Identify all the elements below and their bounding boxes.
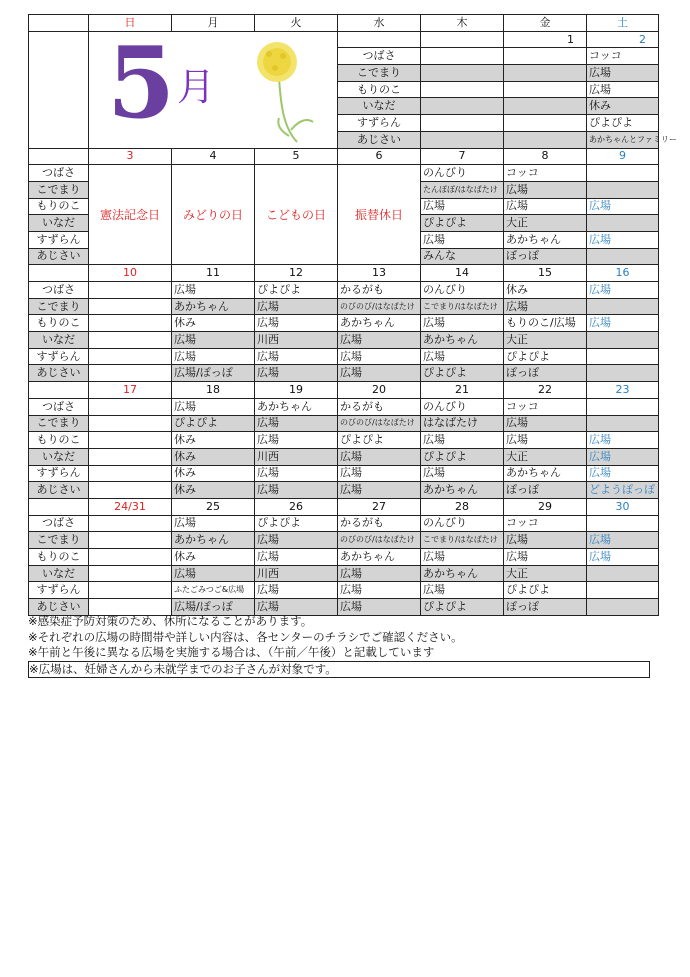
schedule-cell	[89, 515, 172, 532]
group-label: こでまり	[29, 181, 89, 198]
weekday-header: 金	[504, 15, 587, 32]
schedule-cell: あかちゃん	[338, 315, 421, 332]
schedule-cell: ぽっぽ	[504, 482, 587, 499]
group-row	[29, 348, 659, 365]
schedule-cell	[89, 332, 172, 349]
schedule-cell: かるがも	[338, 515, 421, 532]
schedule-cell	[587, 348, 659, 365]
schedule-cell	[587, 215, 659, 232]
group-label: つばさ	[29, 165, 89, 182]
schedule-cell: はなばたけ	[421, 415, 504, 432]
date-cell: 1	[504, 31, 587, 48]
schedule-cell	[504, 65, 587, 82]
schedule-cell	[504, 98, 587, 115]
schedule-cell	[587, 515, 659, 532]
corner-cell	[29, 15, 89, 32]
schedule-cell: ぽっぽ	[504, 599, 587, 616]
schedule-cell: ぴよぴよ	[338, 432, 421, 449]
date-row	[29, 265, 659, 282]
group-row	[29, 482, 659, 499]
schedule-cell	[587, 582, 659, 599]
date-cell: 11	[172, 265, 255, 282]
schedule-cell: 大正	[504, 215, 587, 232]
weekday-header: 日	[89, 15, 172, 32]
schedule-cell: 広場	[504, 298, 587, 315]
group-label: もりのこ	[29, 198, 89, 215]
schedule-cell: 広場	[338, 448, 421, 465]
date-cell: 27	[338, 498, 421, 515]
schedule-cell: 広場	[338, 565, 421, 582]
schedule-cell: 広場	[255, 465, 338, 482]
schedule-cell: 広場	[421, 315, 504, 332]
schedule-cell	[89, 599, 172, 616]
schedule-cell	[89, 549, 172, 566]
schedule-cell	[89, 365, 172, 382]
date-cell: 10	[89, 265, 172, 282]
schedule-cell: 広場	[587, 65, 659, 82]
schedule-cell	[587, 599, 659, 616]
group-row	[29, 398, 659, 415]
schedule-cell: 広場	[587, 315, 659, 332]
schedule-cell	[89, 298, 172, 315]
schedule-cell	[89, 348, 172, 365]
weekday-header: 水	[338, 15, 421, 32]
schedule-cell	[89, 415, 172, 432]
schedule-cell: たんぽぽ/はなばたけ	[421, 181, 504, 198]
schedule-cell: 広場	[172, 398, 255, 415]
schedule-cell	[587, 365, 659, 382]
blank-cell	[29, 31, 89, 148]
schedule-cell: 休み	[504, 282, 587, 299]
group-label: つばさ	[29, 398, 89, 415]
date-cell: 22	[504, 382, 587, 399]
schedule-cell	[587, 332, 659, 349]
group-label: つばさ	[29, 282, 89, 299]
schedule-cell: どようぽっぽ	[587, 482, 659, 499]
schedule-cell: 広場	[587, 465, 659, 482]
group-label: いなだ	[29, 332, 89, 349]
schedule-cell: 広場	[255, 482, 338, 499]
group-label: もりのこ	[29, 315, 89, 332]
date-cell: 12	[255, 265, 338, 282]
date-cell: 19	[255, 382, 338, 399]
schedule-cell: 広場	[255, 298, 338, 315]
group-label: すずらん	[338, 115, 421, 132]
schedule-cell: みんな	[421, 248, 504, 265]
schedule-cell: ぴよぴよ	[255, 515, 338, 532]
schedule-cell: もりのこ/広場	[504, 315, 587, 332]
schedule-cell	[89, 432, 172, 449]
schedule-cell: 広場	[421, 549, 504, 566]
schedule-cell	[421, 81, 504, 98]
date-cell: 17	[89, 382, 172, 399]
schedule-cell	[89, 565, 172, 582]
schedule-cell: 広場	[255, 599, 338, 616]
group-label: つばさ	[338, 48, 421, 65]
group-label: いなだ	[29, 448, 89, 465]
schedule-cell: 広場	[587, 549, 659, 566]
schedule-cell: ぽっぽ	[504, 365, 587, 382]
schedule-cell: あかちゃん	[172, 532, 255, 549]
schedule-cell: ぴよぴよ	[587, 115, 659, 132]
schedule-cell	[587, 398, 659, 415]
schedule-cell: のんびり	[421, 398, 504, 415]
schedule-cell: 広場	[255, 432, 338, 449]
schedule-cell: コッコ	[504, 515, 587, 532]
schedule-cell: あかちゃん	[172, 298, 255, 315]
group-label: こでまり	[29, 298, 89, 315]
weekday-header: 木	[421, 15, 504, 32]
schedule-cell: 広場	[587, 81, 659, 98]
group-label: すずらん	[29, 465, 89, 482]
schedule-cell	[421, 98, 504, 115]
date-cell: 18	[172, 382, 255, 399]
schedule-cell	[89, 582, 172, 599]
date-cell: 9	[587, 148, 659, 165]
holiday-cell: 憲法記念日	[89, 165, 172, 265]
group-label: こでまり	[29, 532, 89, 549]
schedule-cell: 広場	[255, 532, 338, 549]
schedule-cell: 広場	[587, 432, 659, 449]
schedule-cell: のんびり	[421, 165, 504, 182]
schedule-cell	[587, 181, 659, 198]
month-label: 月	[177, 64, 216, 109]
schedule-cell: あかちゃん	[421, 332, 504, 349]
date-cell	[338, 31, 421, 48]
group-label: あじさい	[29, 365, 89, 382]
schedule-cell: 広場	[504, 432, 587, 449]
holiday-cell: こどもの日	[255, 165, 338, 265]
schedule-cell: あかちゃん	[255, 398, 338, 415]
schedule-cell: 広場	[421, 432, 504, 449]
group-label: いなだ	[338, 98, 421, 115]
date-cell: 15	[504, 265, 587, 282]
group-row	[29, 332, 659, 349]
group-label: すずらん	[29, 348, 89, 365]
group-row	[29, 432, 659, 449]
schedule-cell: 広場	[587, 231, 659, 248]
schedule-cell: 休み	[172, 549, 255, 566]
schedule-cell: 広場	[338, 348, 421, 365]
month-header	[89, 25, 338, 148]
date-row	[29, 498, 659, 515]
group-label: あじさい	[29, 482, 89, 499]
schedule-cell: のんびり	[421, 282, 504, 299]
group-label: こでまり	[338, 65, 421, 82]
date-cell: 30	[587, 498, 659, 515]
schedule-cell: 休み	[172, 315, 255, 332]
group-label: すずらん	[29, 582, 89, 599]
schedule-cell: 広場	[421, 198, 504, 215]
schedule-cell: 広場	[504, 415, 587, 432]
schedule-cell: ぴよぴよ	[504, 348, 587, 365]
schedule-cell: あかちゃん	[504, 231, 587, 248]
note-line: ※午前と午後に異なる広場を実施する場合は、（午前／午後）と記載しています	[28, 645, 435, 660]
schedule-cell: 広場/ぽっぽ	[172, 599, 255, 616]
date-row	[29, 31, 659, 48]
schedule-cell: 広場	[587, 198, 659, 215]
schedule-cell: 広場	[587, 532, 659, 549]
date-row	[29, 382, 659, 399]
schedule-cell: 広場	[504, 181, 587, 198]
date-cell: 5	[255, 148, 338, 165]
schedule-cell: のびのび/はなばたけ	[338, 298, 421, 315]
schedule-cell: 川西	[255, 332, 338, 349]
month-number: 5	[107, 25, 176, 141]
schedule-cell: ぴよぴよ	[421, 599, 504, 616]
group-label: あじさい	[29, 248, 89, 265]
schedule-cell: 川西	[255, 565, 338, 582]
group-row	[29, 549, 659, 566]
schedule-cell: 広場	[255, 348, 338, 365]
group-row	[29, 165, 659, 182]
date-cell: 25	[172, 498, 255, 515]
group-row	[29, 582, 659, 599]
schedule-cell: 広場	[421, 231, 504, 248]
dandelion-icon	[239, 38, 329, 148]
schedule-cell: 広場	[504, 549, 587, 566]
group-label: もりのこ	[29, 549, 89, 566]
schedule-cell: 広場	[172, 348, 255, 365]
schedule-cell: こでまり/はなばたけ	[421, 532, 504, 549]
schedule-cell	[89, 398, 172, 415]
date-cell: 29	[504, 498, 587, 515]
schedule-cell: 広場	[255, 549, 338, 566]
schedule-cell: 広場	[504, 198, 587, 215]
schedule-cell: 広場	[338, 599, 421, 616]
week-label-cell	[29, 148, 89, 165]
schedule-cell: あかちゃん	[421, 482, 504, 499]
schedule-cell: かるがも	[338, 282, 421, 299]
schedule-cell: 休み	[172, 432, 255, 449]
date-cell: 6	[338, 148, 421, 165]
holiday-cell: 振替休日	[338, 165, 421, 265]
schedule-cell	[89, 465, 172, 482]
schedule-cell: 広場	[255, 365, 338, 382]
date-cell: 8	[504, 148, 587, 165]
schedule-cell	[504, 48, 587, 65]
date-cell: 4	[172, 148, 255, 165]
group-row	[29, 298, 659, 315]
group-row	[29, 465, 659, 482]
notes-section	[28, 614, 650, 678]
schedule-cell: のびのび/はなばたけ	[338, 532, 421, 549]
group-label: もりのこ	[29, 432, 89, 449]
group-label: もりのこ	[338, 81, 421, 98]
schedule-cell: ぴよぴよ	[172, 415, 255, 432]
group-row	[29, 315, 659, 332]
schedule-cell: 広場	[255, 415, 338, 432]
note-line: ※それぞれの広場の時間帯や詳しい内容は、各センターのチラシでご確認ください。	[28, 629, 463, 644]
schedule-cell: 広場	[587, 282, 659, 299]
schedule-cell: 広場	[255, 315, 338, 332]
group-label: いなだ	[29, 565, 89, 582]
schedule-cell: 広場	[338, 465, 421, 482]
group-label: こでまり	[29, 415, 89, 432]
schedule-cell: 広場	[172, 515, 255, 532]
date-cell: 16	[587, 265, 659, 282]
group-row	[29, 448, 659, 465]
schedule-cell: 広場/ぽっぽ	[172, 365, 255, 382]
weekday-header: 土	[587, 15, 659, 32]
schedule-cell: 休み	[172, 448, 255, 465]
week-label-cell	[29, 265, 89, 282]
date-cell: 26	[255, 498, 338, 515]
schedule-cell: 広場	[421, 465, 504, 482]
date-cell	[421, 31, 504, 48]
group-row	[29, 532, 659, 549]
schedule-cell	[89, 315, 172, 332]
date-cell: 13	[338, 265, 421, 282]
schedule-cell: のんびり	[421, 515, 504, 532]
schedule-cell: 広場	[421, 348, 504, 365]
schedule-cell	[421, 48, 504, 65]
schedule-cell	[587, 565, 659, 582]
schedule-cell: 休み	[172, 482, 255, 499]
schedule-cell: のびのび/はなばたけ	[338, 415, 421, 432]
date-cell: 7	[421, 148, 504, 165]
holiday-cell: みどりの日	[172, 165, 255, 265]
date-cell: 14	[421, 265, 504, 282]
schedule-cell: ぼっぽ	[504, 248, 587, 265]
group-label: すずらん	[29, 231, 89, 248]
schedule-cell: 広場	[255, 582, 338, 599]
date-cell: 23	[587, 382, 659, 399]
calendar-table	[28, 14, 677, 616]
schedule-cell: あかちゃん	[504, 465, 587, 482]
schedule-cell	[587, 298, 659, 315]
schedule-cell: 広場	[421, 582, 504, 599]
note-line: ※感染症予防対策のため、休所になることがあります。	[28, 614, 313, 628]
week-label-cell	[29, 382, 89, 399]
schedule-cell	[89, 448, 172, 465]
schedule-cell	[421, 65, 504, 82]
schedule-cell: 広場	[172, 332, 255, 349]
schedule-cell: コッコ	[504, 398, 587, 415]
schedule-cell: こでまり/はなばたけ	[421, 298, 504, 315]
group-label: つばさ	[29, 515, 89, 532]
schedule-cell	[89, 532, 172, 549]
schedule-cell: 川西	[255, 448, 338, 465]
schedule-cell	[587, 165, 659, 182]
schedule-cell: 休み	[587, 98, 659, 115]
date-row	[29, 148, 659, 165]
schedule-cell: 広場	[587, 448, 659, 465]
schedule-cell: ぴよぴよ	[421, 448, 504, 465]
schedule-cell: 広場	[338, 482, 421, 499]
group-row	[29, 282, 659, 299]
date-cell: 21	[421, 382, 504, 399]
group-row	[29, 415, 659, 432]
schedule-cell: あかちゃんとファミリー	[587, 131, 659, 148]
schedule-cell: 広場	[504, 532, 587, 549]
group-row	[29, 365, 659, 382]
schedule-cell	[421, 131, 504, 148]
schedule-cell: 広場	[172, 282, 255, 299]
schedule-cell	[587, 248, 659, 265]
schedule-cell: 広場	[172, 565, 255, 582]
schedule-cell: ぴよぴよ	[421, 215, 504, 232]
group-label: あじさい	[29, 599, 89, 616]
schedule-cell	[89, 282, 172, 299]
schedule-cell: あかちゃん	[421, 565, 504, 582]
date-cell: 28	[421, 498, 504, 515]
schedule-cell: かるがも	[338, 398, 421, 415]
date-cell: 20	[338, 382, 421, 399]
weekday-header: 火	[255, 15, 338, 32]
schedule-cell: あかちゃん	[338, 549, 421, 566]
schedule-cell	[587, 415, 659, 432]
schedule-cell	[504, 81, 587, 98]
date-cell: 3	[89, 148, 172, 165]
schedule-cell	[504, 131, 587, 148]
schedule-cell: コッコ	[504, 165, 587, 182]
schedule-cell: 広場	[338, 332, 421, 349]
schedule-cell: ぴよぴよ	[421, 365, 504, 382]
schedule-cell: 広場	[338, 365, 421, 382]
group-label: あじさい	[338, 131, 421, 148]
schedule-cell: 休み	[172, 465, 255, 482]
note-line: ※広場は、妊婦さんから未就学までのお子さんが対象です。	[28, 661, 650, 679]
week-label-cell	[29, 498, 89, 515]
group-row	[29, 599, 659, 616]
schedule-cell: 大正	[504, 448, 587, 465]
schedule-cell: ふたごみつご&広場	[172, 582, 255, 599]
weekday-header: 月	[172, 15, 255, 32]
date-cell: 2	[587, 31, 659, 48]
schedule-cell	[504, 115, 587, 132]
schedule-cell: ぴよぴよ	[504, 582, 587, 599]
group-row	[29, 515, 659, 532]
group-row	[29, 565, 659, 582]
schedule-cell: コッコ	[587, 48, 659, 65]
schedule-cell	[89, 482, 172, 499]
schedule-cell	[421, 115, 504, 132]
schedule-cell: 大正	[504, 565, 587, 582]
schedule-cell: 大正	[504, 332, 587, 349]
schedule-cell: ぴよぴよ	[255, 282, 338, 299]
date-cell: 24/31	[89, 498, 172, 515]
schedule-cell: 広場	[338, 582, 421, 599]
group-label: いなだ	[29, 215, 89, 232]
